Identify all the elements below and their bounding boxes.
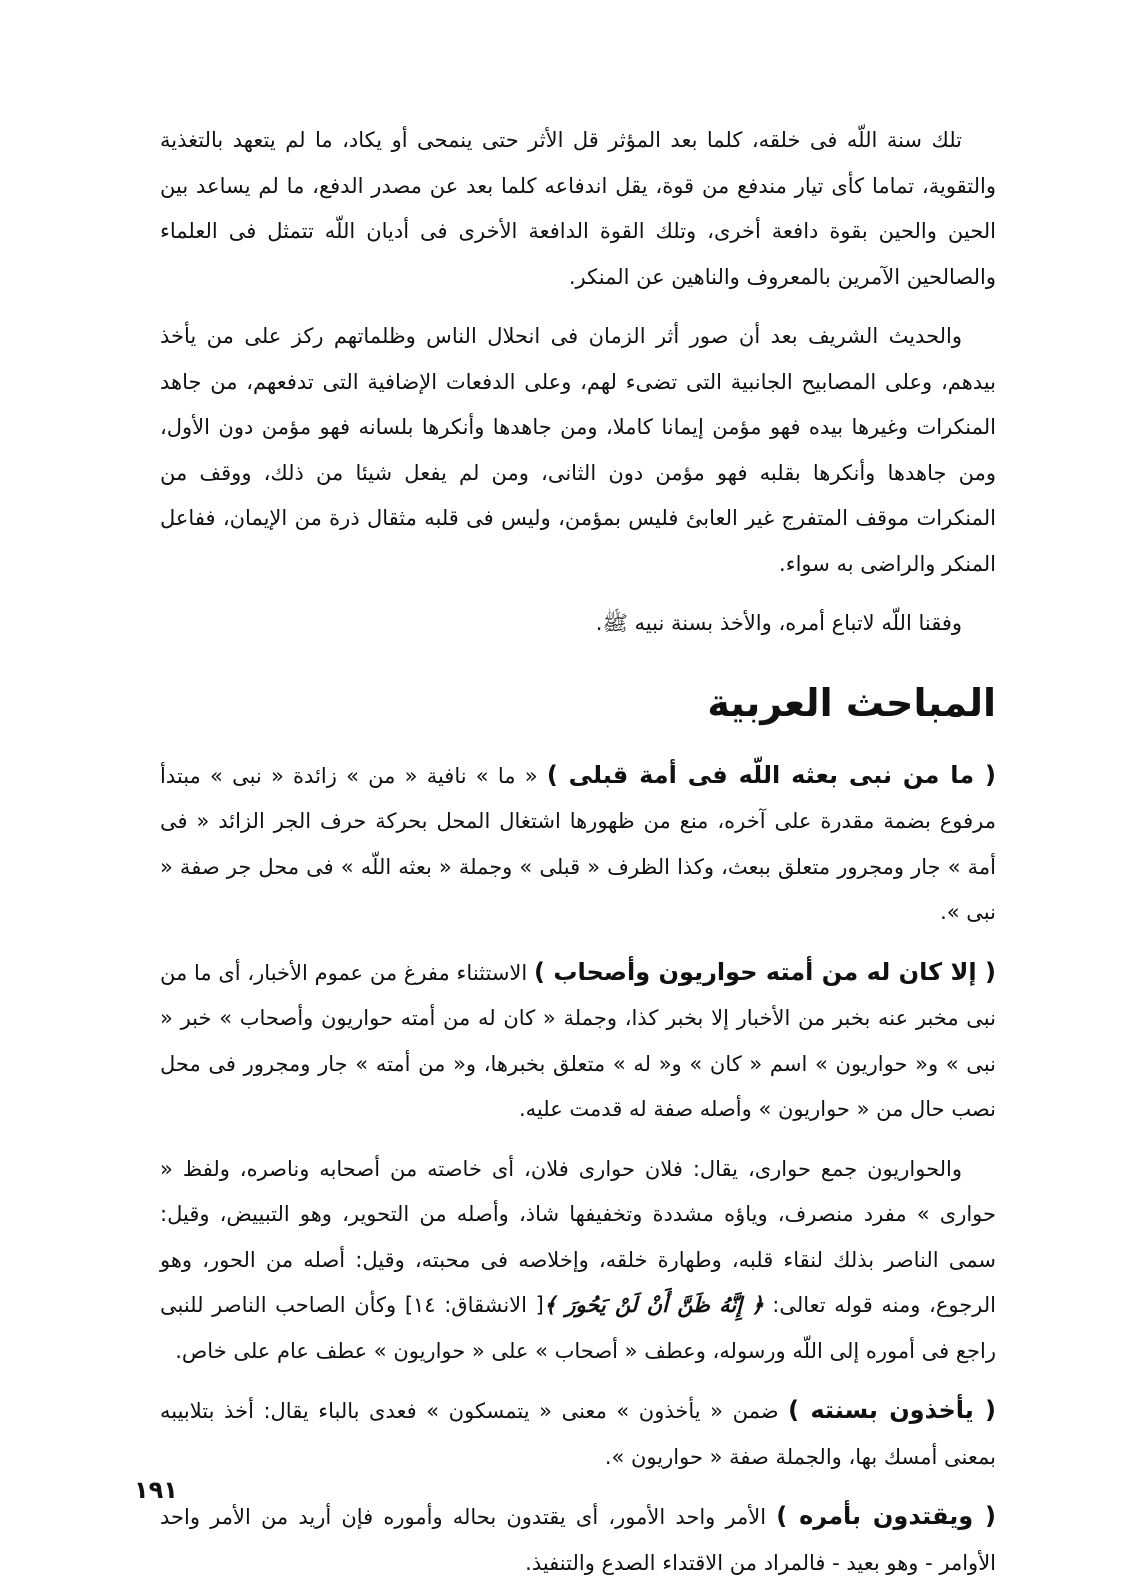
hawari-text-before: والحواريون جمع حوارى، يقال: فلان حوارى فلان، أى خاصته من أصحابه وناصره، ولفظ « حوارى » مفرد منصرف، وياؤه مشددة وتخفيفها شاذ، وأصله من التحوير، وهو التبييض، وقيل: سمى الناصر بذلك لنقاء قلبه، وطهارة خلقه، وإخلاصه فى محبته، وقيل: أصله من الحور، وهو الرجوع، ومنه قوله تعالى:	[160, 1156, 996, 1317]
entry-text: ضمن « يأخذون » معنى « يتمسكون » فعدى بالباء يقال: أخذ بتلابيبه بمعنى أمسك بها، والجملة صفة « حواريون ».	[160, 1399, 996, 1469]
entry-illa-kana	[160, 950, 996, 1133]
entry-text: الاستثناء مفرغ من عموم الأخبار، أى ما من نبى مخبر عنه بخبر من الأخبار إلا بخبر كذا، وجملة « كان له من أمته حواريون وأصحاب » خبر « نبى » و« حواريون » اسم « كان » و« له » متعلق بخبرها، و« من أمته » جار ومجرور فى محل نصب حال من « حواريون » وأصله صفة له قدمت عليه.	[160, 960, 996, 1121]
section-heading: المباحث العربية	[707, 680, 996, 725]
entry-text: « ما » نافية « من » زائدة « نبى » مبتدأ مرفوع بضمة مقدرة على آخره، منع من ظهورها اشتغال المحل بحركة حرف الجر الزائد « فى أمة » جار ومجرور متعلق ببعث، وكذا الظرف « قبلى » وجملة « بعثه اللّه » فى محل جر صفة « نبى ».	[160, 763, 996, 924]
paragraph-sunnat-allah: تلك سنة اللّه فى خلقه، كلما بعد المؤثر قل الأثر حتى ينمحى أو يكاد، ما لم يتعهد بالتغذية والتقوية، تماما كأى تيار مندفع من قوة، يقل اندفاعه كلما بعد عن مصدر الدفع، ما لم يساعد بين الحين والحين بقوة دافعة أخرى، وتلك القوة الدافعة الأخرى فى أديان اللّه تتمثل فى العلماء والصالحين الآمرين بالمعروف والناهين عن المنكر.	[160, 128, 996, 289]
entry-lemma: ( ما من نبى بعثه اللّه فى أمة قبلى )	[546, 760, 997, 789]
entry-yakhudhuna	[160, 1388, 996, 1480]
page-number: ١٩١	[134, 1476, 178, 1504]
entry-lemma: ( إلا كان له من أمته حواريون وأصحاب )	[533, 957, 997, 986]
entry-yaqtaduna	[160, 1494, 996, 1586]
entry-lemma: ( يأخذون بسنته )	[788, 1396, 996, 1424]
hawari-text-after: [ الانشقاق: ١٤] وكأن الصاحب الناصر للنبى راجع فى أموره إلى اللّه ورسوله، وعطف « أصحاب » على « حواريون » عطف عام على خاص.	[160, 1293, 996, 1363]
entry-lemma: ( ويقتدون بأمره )	[776, 1502, 996, 1530]
body-text	[160, 118, 996, 1586]
paragraph-hawariyyun	[160, 1147, 996, 1375]
paragraph-dua: وفقنا اللّه لاتباع أمره، والأخذ بسنة نبيه ﷺ.	[595, 611, 962, 635]
entry-ma-min-nabi	[160, 753, 996, 936]
entry-text: الأمر واحد الأمور، أى يقتدون بحاله وأموره فإن أريد من الأمر واحد الأوامر - وهو بعيد - فالمراد من الاقتداء الصدع والتنفيذ.	[160, 1505, 996, 1575]
paragraph-hadith-commentary: والحديث الشريف بعد أن صور أثر الزمان فى انحلال الناس وظلماتهم ركز على من يأخذ بيدهم، وعلى المصابيح الجانبية التى تضىء لهم، وعلى الدفعات الإضافية التى تدفعهم، من جاهد المنكرات وغيرها بيده فهو مؤمن إيمانا كاملا، ومن جاهدها وأنكرها بلسانه فهو مؤمن دون الأول، ومن جاهدها وأنكرها بقلبه فهو مؤمن دون الثانى، ومن لم يفعل شيئا من ذلك، ووقف من المنكرات موقف المتفرج غير العابئ فليس بمؤمن، وليس فى قلبه مثقال ذرة من الإيمان، ففاعل المنكر والراضى به سواء.	[160, 324, 996, 576]
quran-verse: ﴿ إِنَّهُ ظَنَّ أَنْ لَنْ يَحُورَ ﴾	[543, 1293, 764, 1317]
